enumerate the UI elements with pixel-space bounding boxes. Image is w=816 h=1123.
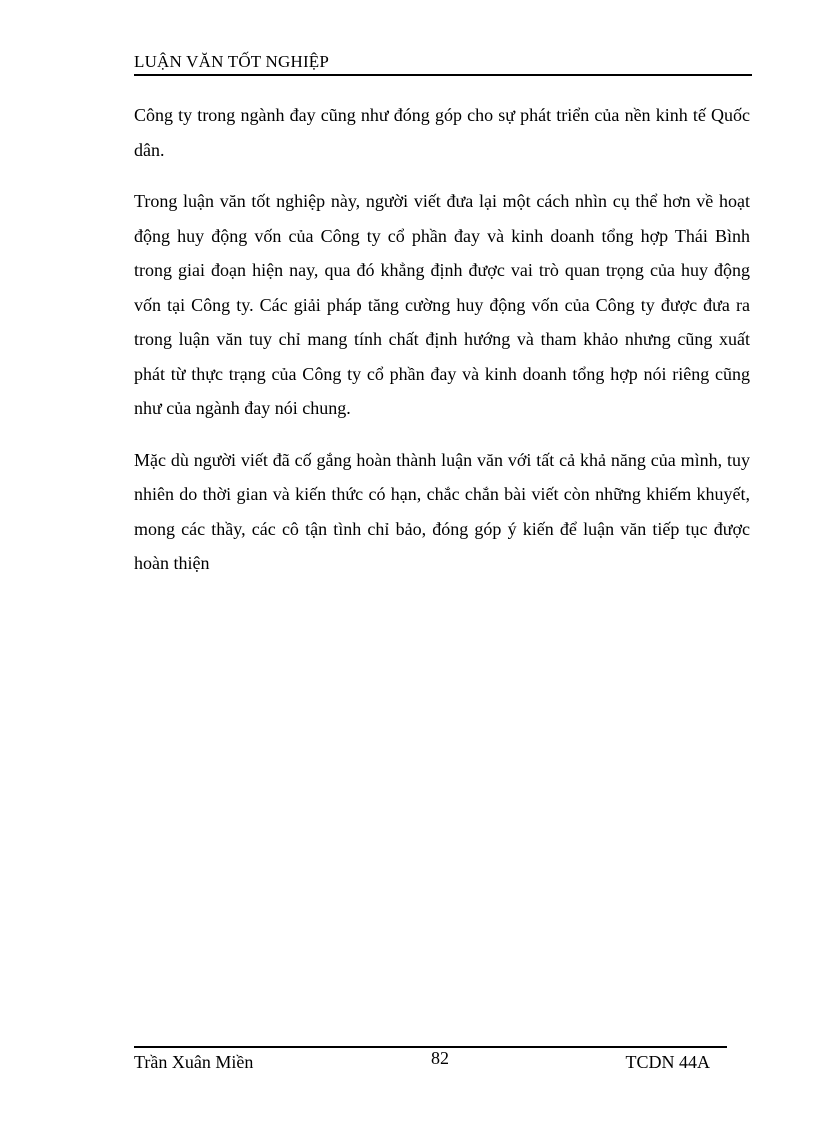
header-divider — [134, 74, 752, 76]
footer-class-code: TCDN 44A — [625, 1052, 710, 1072]
paragraph-1: Công ty trong ngành đay cũng như đóng góp cho sự phát triển của nền kinh tế Quốc dân. — [134, 105, 750, 160]
header-title: LUẬN VĂN TỐT NGHIỆP — [134, 52, 330, 71]
body-text — [134, 98, 750, 598]
page-number: 82 — [431, 1048, 449, 1068]
paragraph-2: Trong luận văn tốt nghiệp này, người viết đưa lại một cách nhìn cụ thể hơn về hoạt động huy động vốn của Công ty cổ phần đay và kinh doanh tổng hợp Thái Bình trong giai đoạn hiện nay, qua đó khẳng định được vai trò quan trọng của huy động vốn tại Công ty. Các giải pháp tăng cường huy động vốn của Công ty được đưa ra trong luận văn tuy chỉ mang tính chất định hướng và tham khảo nhưng cũng xuất phát từ thực trạng của Công ty cổ phần đay và kinh doanh tổng hợp nói riêng cũng như của ngành đay nói chung. — [134, 191, 750, 418]
paragraph-3: Mặc dù người viết đã cố gắng hoàn thành luận văn với tất cả khả năng của mình, tuy nhiên do thời gian và kiến thức có hạn, chắc chắn bài viết còn những khiếm khuyết, mong các thầy, các cô tận tình chỉ bảo, đóng góp ý kiến để luận văn tiếp tục được hoàn thiện — [134, 449, 750, 573]
page-footer — [134, 1048, 727, 1074]
footer-author: Trần Xuân Miền — [134, 1052, 254, 1072]
